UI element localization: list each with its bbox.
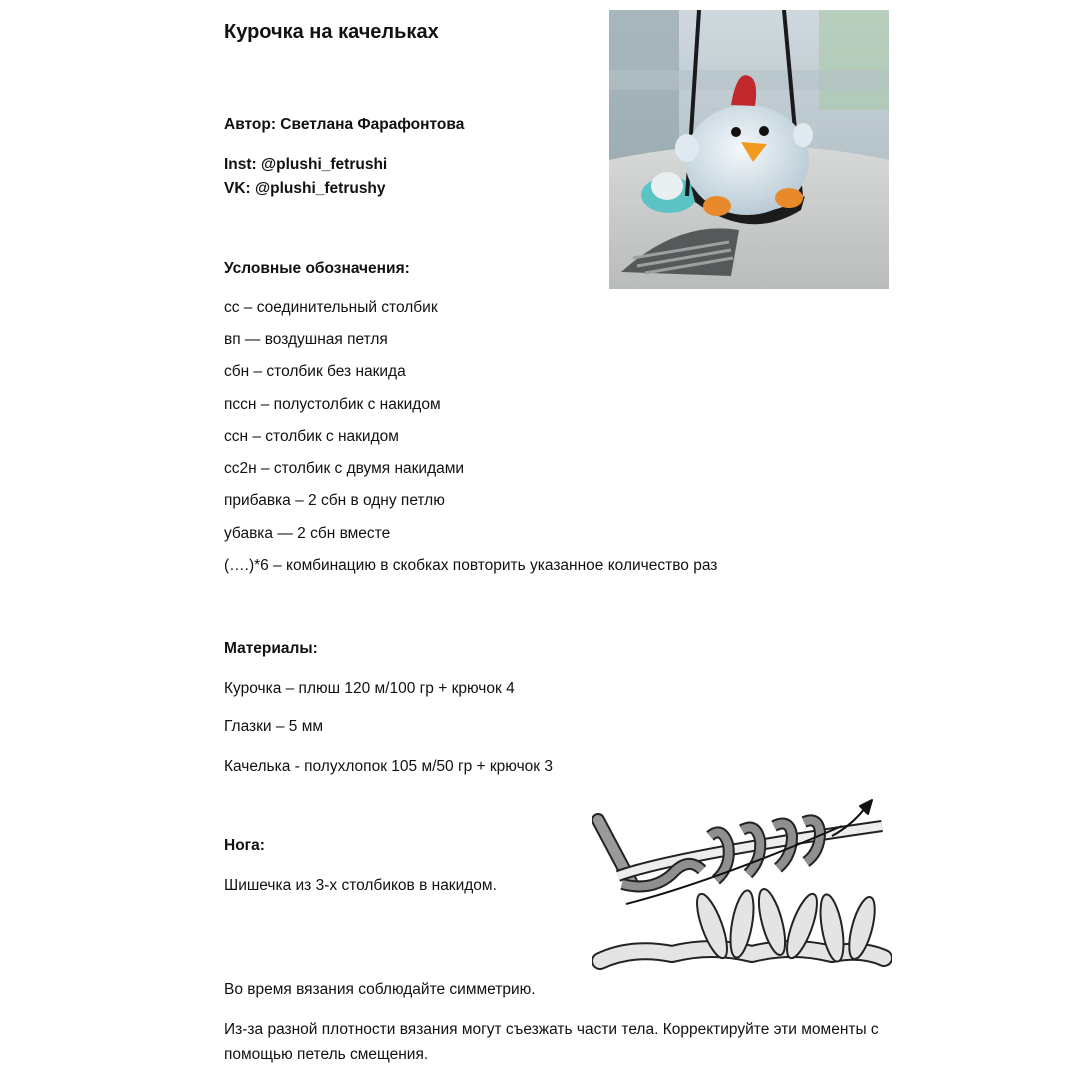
materials-heading: Материалы:: [224, 640, 318, 657]
density-note: Из-за разной плотности вязания могут съезжать части тела. Корректируйте эти моменты с помощью петель смещения.: [224, 1021, 879, 1063]
materials-item: Качелька - полухлопок 105 м/50 гр + крючок 3: [224, 758, 553, 775]
legend-item: сс2н – столбик с двумя накидами: [224, 460, 465, 477]
legend-item: пссн – полустолбик с накидом: [224, 396, 441, 413]
materials-item: Глазки – 5 мм: [224, 718, 324, 735]
instagram-handle: Inst: @plushi_fetrushi: [224, 156, 388, 173]
stitch-diagram: [592, 796, 892, 1000]
legend-item: вп — воздушная петля: [224, 331, 388, 348]
legend-item: (….)*6 – комбинацию в скобках повторить указанное количество раз: [224, 557, 718, 574]
legend-heading: Условные обозначения:: [224, 260, 410, 277]
legend-item: прибавка – 2 сбн в одну петлю: [224, 492, 445, 509]
materials-item: Курочка – плюш 120 м/100 гр + крючок 4: [224, 680, 515, 697]
leg-heading: Нога:: [224, 837, 265, 854]
author-line: Автор: Светлана Фарафонтова: [224, 116, 465, 133]
legend-item: сс – соединительный столбик: [224, 299, 438, 316]
page-title: Курочка на качельках: [224, 21, 439, 43]
chicken-swing-photo: [609, 10, 889, 289]
vk-handle: VK: @plushi_fetrushy: [224, 180, 386, 197]
legend-item: ссн – столбик с накидом: [224, 428, 399, 445]
legend-item: сбн – столбик без накида: [224, 363, 406, 380]
leg-text: Шишечка из 3-х столбиков в накидом.: [224, 877, 497, 894]
legend-item: убавка — 2 сбн вместе: [224, 525, 391, 542]
symmetry-note: Во время вязания соблюдайте симметрию.: [224, 981, 536, 998]
